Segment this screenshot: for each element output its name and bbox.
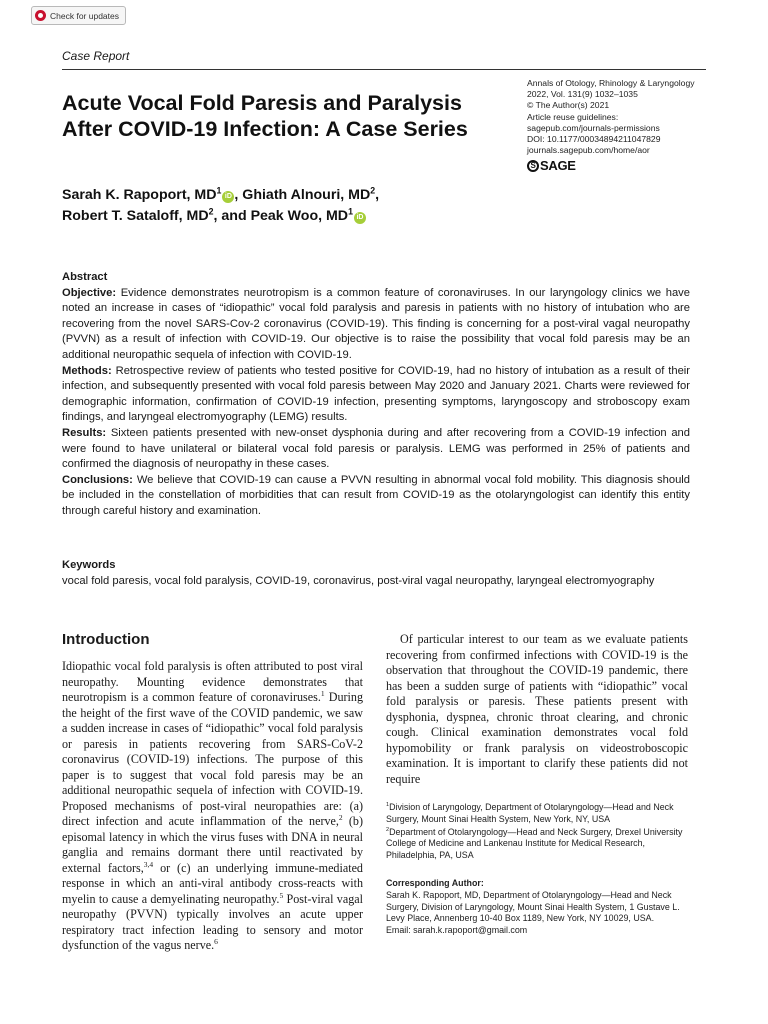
journal-metadata (527, 78, 727, 156)
journal-home-link[interactable]: journals.sagepub.com/home/aor (527, 145, 650, 156)
paragraph: Of particular interest to our team as we evaluate patients recovering from confirmed infections with COVID-19 is the observation that throughout the COVID-19 pandemic, there has been a sudden surge of patients with “idiopathic” vocal fold paralysis or paresis. These patients present with dysphonia, dyspnea, chronic throat clearing, and chronic cough. Clinical examination demonstrates vocal fold hypomobility or frank paralysis on videostroboscopic examination. It is important to clarify these patients did not require (386, 632, 688, 786)
permissions-link[interactable]: sagepub.com/journals-permissions (527, 122, 660, 133)
section-label: Methods: (62, 364, 112, 377)
check-for-updates-button[interactable] (31, 6, 126, 25)
keywords (62, 558, 702, 589)
affiliation-ref: 1 (216, 185, 222, 196)
abstract-heading: Abstract (62, 271, 108, 283)
abstract (62, 270, 690, 520)
author-name: , and Peak Woo, MD (213, 208, 349, 224)
affiliation-number: 2 (386, 826, 390, 833)
section-label: Objective: (62, 286, 117, 299)
journal-volume: 2022, Vol. 131(9) 1032–1035 (527, 89, 638, 100)
body-column-left (62, 659, 363, 954)
doi[interactable]: DOI: 10.1177/00034894211047829 (527, 134, 661, 145)
orcid-icon[interactable]: iD (354, 212, 366, 224)
citation-ref[interactable]: 2 (338, 812, 343, 822)
keywords-text: vocal fold paresis, vocal fold paralysis, COVID-19, coronavirus, post-viral vagal neuropathy, laryngeal electromyography (62, 574, 655, 587)
section-text: We believe that COVID-19 can cause a PVVN resulting in abnormal vocal fold mobility. This diagnosis should be included in the constellation of morbidities that can result from COVID-19 as the otolaryngologist can identify this entity through careful history and examination. (62, 473, 690, 517)
abstract-conclusions (62, 473, 690, 520)
affiliation-text: Department of Otolaryngology—Head and Neck Surgery, Drexel University College of Medicine and Lankenau Institute for Medical Research, Philadelphia, PA, USA (386, 826, 683, 861)
abstract-methods (62, 364, 690, 426)
crossmark-icon (35, 10, 46, 21)
abstract-objective (62, 286, 690, 364)
reuse-label: Article reuse guidelines: (527, 111, 619, 122)
affiliations-footnote (386, 802, 686, 863)
section-heading-introduction: Introduction (62, 631, 150, 648)
check-for-updates-label: Check for updates (50, 10, 119, 21)
header-divider (62, 69, 706, 70)
affiliation (386, 827, 686, 862)
citation-ref[interactable]: 1 (320, 688, 325, 698)
keywords-heading: Keywords (62, 559, 116, 571)
text-run: Idiopathic vocal fold paralysis is often attributed to post viral neuropathy. Mounting evidence demonstrates that neurotropism is a common feature of coronaviruses. (62, 659, 363, 704)
affiliation-ref: 1 (348, 206, 353, 217)
author-name: , Ghiath Alnouri, MD (234, 187, 371, 203)
author-list: Sarah K. Rapoport, $MD^1iD$ , Ghiath Alnouri, $MD^2$, Robert T. Sataloff, $MD^2$, and Peak Woo, $MD^1iD$ (62, 185, 380, 224)
author-name: Sarah K. Rapoport, MD (62, 187, 217, 203)
affiliation (386, 802, 686, 826)
section-text: Evidence demonstrates neurotropism is a common feature of coronaviruses. In our laryngology clinics we have noted an increase in cases of “idiopathic” vocal fold paralysis and paresis in patients with no history of intubation who are recovering from the novel SARS-Cov-2 coronavirus (COVID-19). This finding is concerning for a post-viral vagal neuropathy (PVVN) as a result of infection with COVID-19. Our objective is to raise the possibility that vocal fold paresis may be an additional neuropathic sequela of infection with COVID-19. (62, 286, 690, 361)
paragraph (62, 659, 363, 954)
abstract-results (62, 426, 690, 473)
orcid-icon[interactable]: iD (222, 191, 234, 203)
citation-ref[interactable]: 6 (214, 936, 218, 946)
affiliation-ref: 2 (370, 185, 376, 196)
section-text: Sixteen patients presented with new-onset dysphonia during and after recovering from a COVID-19 infection and were found to have unilateral or bilateral vocal fold paresis or paralysis. LEMG was performed in 25% of patients and confirmed the diagnosis of neuropathy in these cases. (62, 426, 690, 471)
copyright: © The Author(s) 2021 (527, 100, 610, 111)
text-run: or (c) an underlying immune-mediated response in which an anti-viral antibody cross-reacts with myelin to cause a demyelinating neuropathy. (62, 860, 363, 906)
article-title: Acute Vocal Fold Paresis and Paralysis After COVID-19 Infection: A Case Series (62, 91, 468, 141)
affiliation-text: Division of Laryngology, Department of Otolaryngology—Head and Neck Surgery, Mount Sinai Health System, New York, NY, USA (386, 802, 674, 824)
sage-logo (527, 158, 576, 173)
text-run: (b) episomal latency in which the virus fuses with DNA in neural ganglia and remains dormant there until reactivated by external factors, (62, 814, 363, 875)
section-label: Results: (62, 426, 107, 439)
affiliation-ref: 2 (208, 206, 214, 217)
text-run: During the height of the first wave of the COVID pandemic, we saw a sudden increase in cases of “idiopathic” vocal fold paralysis or paresis in patients recovering from SARS-CoV-2 coronavirus (COVID-19) infections. The purpose of this paper is to suggest that vocal fold paresis may be an additional neuropathic sequela of infection with COVID-19. Proposed mechanisms of post-viral neuropathies are: (a) direct infection and acute inflammation of the nerve, (62, 690, 363, 828)
publisher-name: SAGE (540, 158, 576, 173)
author-name: Robert T. Sataloff, MD (62, 208, 209, 224)
body-column-right (386, 632, 688, 787)
sage-mark-icon: S (527, 160, 539, 172)
corresponding-heading: Corresponding Author: (386, 878, 484, 888)
corresponding-text: Sarah K. Rapoport, MD, Department of Otolaryngology—Head and Neck Surgery, Division of Laryngology, Mount Sinai Health System, 1 Gustave L. Levy Place, Annenberg 10-40 Box 1189, New York, NY 10029, USA. (386, 889, 680, 924)
affiliation-number: 1 (386, 802, 390, 809)
citation-ref[interactable]: 3,4 (143, 859, 154, 869)
corresponding-email[interactable]: Email: sarah.k.rapoport@gmail.com (386, 925, 528, 936)
section-text: Retrospective review of patients who tested positive for COVID-19, had no history of intubation as a result of their infection, and subsequently presented with vocal fold paresis between May 2020 and January 2021. Charts were reviewed for demographic information, confirmation of COVID-19 infection, presenting symptoms, laryngoscopy and stroboscopy exam findings, and laryngeal electromyography (LEMG) results. (62, 364, 690, 424)
article-type: Case Report (62, 49, 130, 63)
text-run: Post-viral vagal neuropathy (PVVN) typically involves an acute upper respiratory tract infection leading to sensory and motor dysfunction of the vagus nerve. (62, 891, 364, 952)
journal-name: Annals of Otology, Rhinology & Laryngology (527, 78, 695, 88)
citation-ref[interactable]: 5 (279, 890, 284, 900)
section-label: Conclusions: (62, 473, 133, 486)
corresponding-author (386, 878, 686, 937)
